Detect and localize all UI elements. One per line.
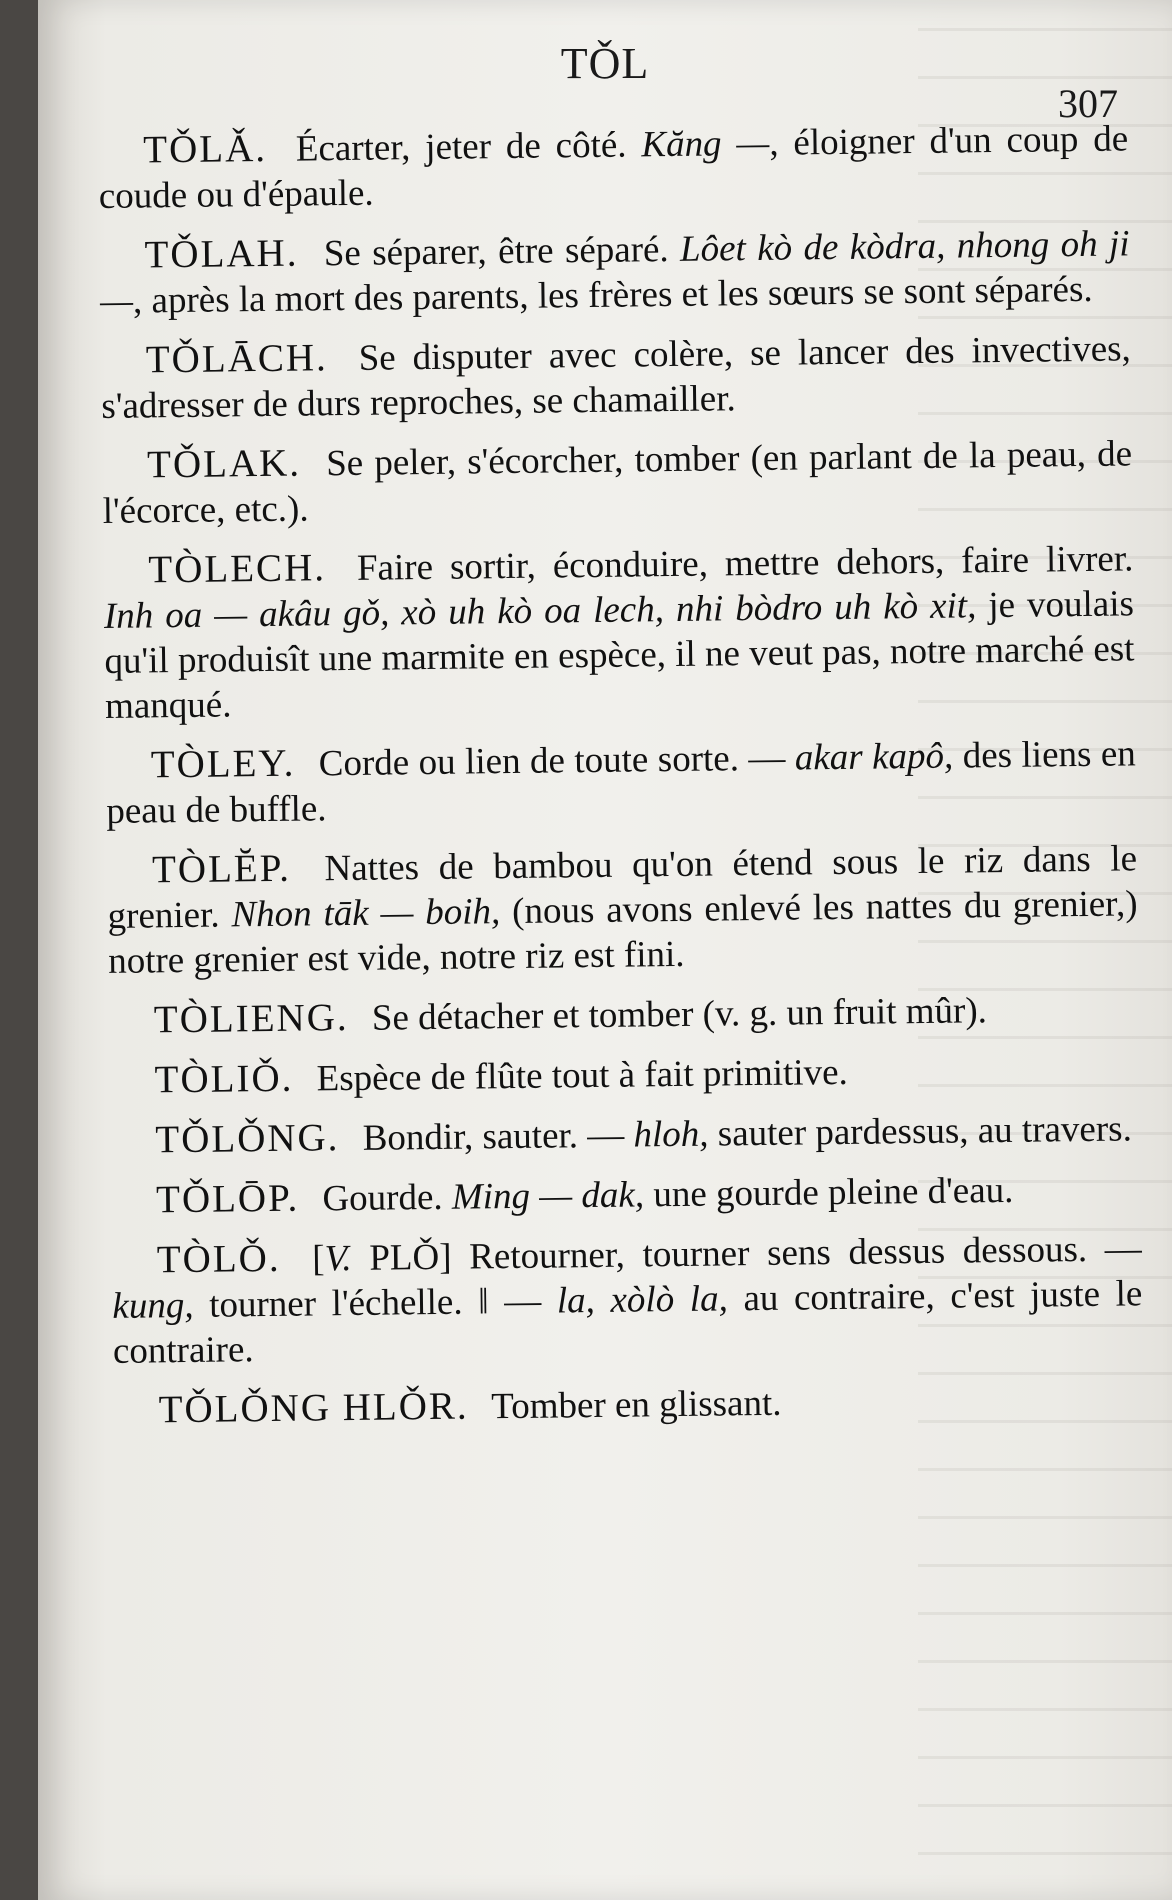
definition: Bondir, sauter. — (362, 1114, 634, 1159)
entry (107, 835, 1139, 984)
headword: TǑLǑNG. (155, 1116, 340, 1162)
definition: au contraire, c'est juste le contraire. (112, 1273, 1143, 1372)
definition: Corde ou lien de toute sorte. — (318, 737, 796, 785)
entry (102, 430, 1133, 534)
example: Inh oa — akâu gǒ, xò uh kò oa lech, nhi bòdro uh kò xit, (103, 585, 977, 637)
headword: TǑLŌP. (155, 1176, 300, 1222)
definition: Gourde. (322, 1176, 453, 1220)
headword: TÒLEY. (150, 741, 296, 787)
definition: Tomber en glissant. (490, 1382, 782, 1428)
definition: Se séparer, être séparé. (323, 228, 681, 275)
definition: (nous avons enlevé les nattes du grenier,) notre grenier est vide, notre riz est fini. (107, 883, 1138, 982)
definition: une gourde pleine d'eau. (643, 1169, 1014, 1216)
cross-reference-marker: V. (324, 1237, 352, 1280)
definition: tourner l'échelle. ‖ — (193, 1280, 558, 1326)
example: Lôet kò de kòdra, nhong oh ji — (99, 223, 1130, 322)
entry (111, 1165, 1141, 1224)
entry (113, 1375, 1143, 1434)
definition: [ (311, 1238, 325, 1280)
example: Ming — dak, (451, 1174, 645, 1218)
definition: sauter pardessus, au travers. (708, 1108, 1133, 1155)
definition: Se peler, s'écorcher, tomber (en parlant de la peau, de l'écorce, etc.). (102, 433, 1133, 532)
example: la, xòlò la, (556, 1278, 729, 1322)
example: Kăng — (641, 122, 770, 166)
running-head: TǑL (560, 39, 650, 88)
example: akar kapô, (794, 735, 954, 779)
headword: TÒLIǑ. (154, 1056, 294, 1102)
headword: TÒLECH. (148, 546, 327, 592)
entry (106, 730, 1137, 834)
example: hloh, (633, 1113, 709, 1156)
headword: TÒLǑ. (156, 1236, 281, 1282)
entry (99, 220, 1130, 324)
definition: , éloigner d'un coup de coude ou d'épaule. (98, 118, 1129, 217)
entry (112, 1225, 1144, 1374)
headword: TÒLĔP. (151, 846, 292, 892)
headword: TǑLĀCH. (145, 336, 328, 382)
entry (103, 535, 1135, 729)
entry (101, 325, 1132, 429)
headword: TǑLAH. (144, 231, 299, 277)
definition: Se disputer avec colère, se lancer des invectives, s'adresser de durs reproches, se chamailler. (101, 328, 1132, 427)
definition: Faire sortir, éconduire, mettre dehors, faire livrer. (356, 538, 1134, 589)
definition: des liens en peau de buffle. (106, 733, 1136, 832)
entry (110, 1105, 1140, 1164)
entry (109, 985, 1139, 1044)
example: kung, (112, 1284, 194, 1327)
entry (109, 1045, 1139, 1104)
entry (98, 115, 1129, 219)
headword: TǑLǍ. (143, 126, 268, 172)
definition: Espèce de flûte tout à fait primitive. (316, 1051, 848, 1100)
headword: TÒLIENG. (153, 996, 349, 1042)
page-number: 307 (1058, 81, 1118, 126)
entries-column (98, 115, 1144, 1447)
example: Nhon tāk — boih, (231, 891, 501, 936)
headword: TǑLǑNG HLǑR. (158, 1384, 469, 1432)
definition: Nattes de bambou qu'on étend sous le riz dans le grenier. (107, 838, 1138, 937)
definition: je voulais qu'il produisît une marmite en espèce, il ne veut pas, notre marché est manqué. (104, 583, 1135, 727)
definition: PLǑ] Retourner, tourner sens dessus dessous. — (351, 1228, 1143, 1279)
dictionary-page (38, 0, 1172, 1900)
definition: , après la mort des parents, les frères et les sœurs se sont séparés. (132, 268, 1093, 322)
headword: TǑLAK. (146, 441, 302, 487)
definition: Se détacher et tomber (v. g. un fruit mûr). (371, 990, 988, 1039)
definition: Écarter, jeter de côté. (295, 124, 642, 170)
